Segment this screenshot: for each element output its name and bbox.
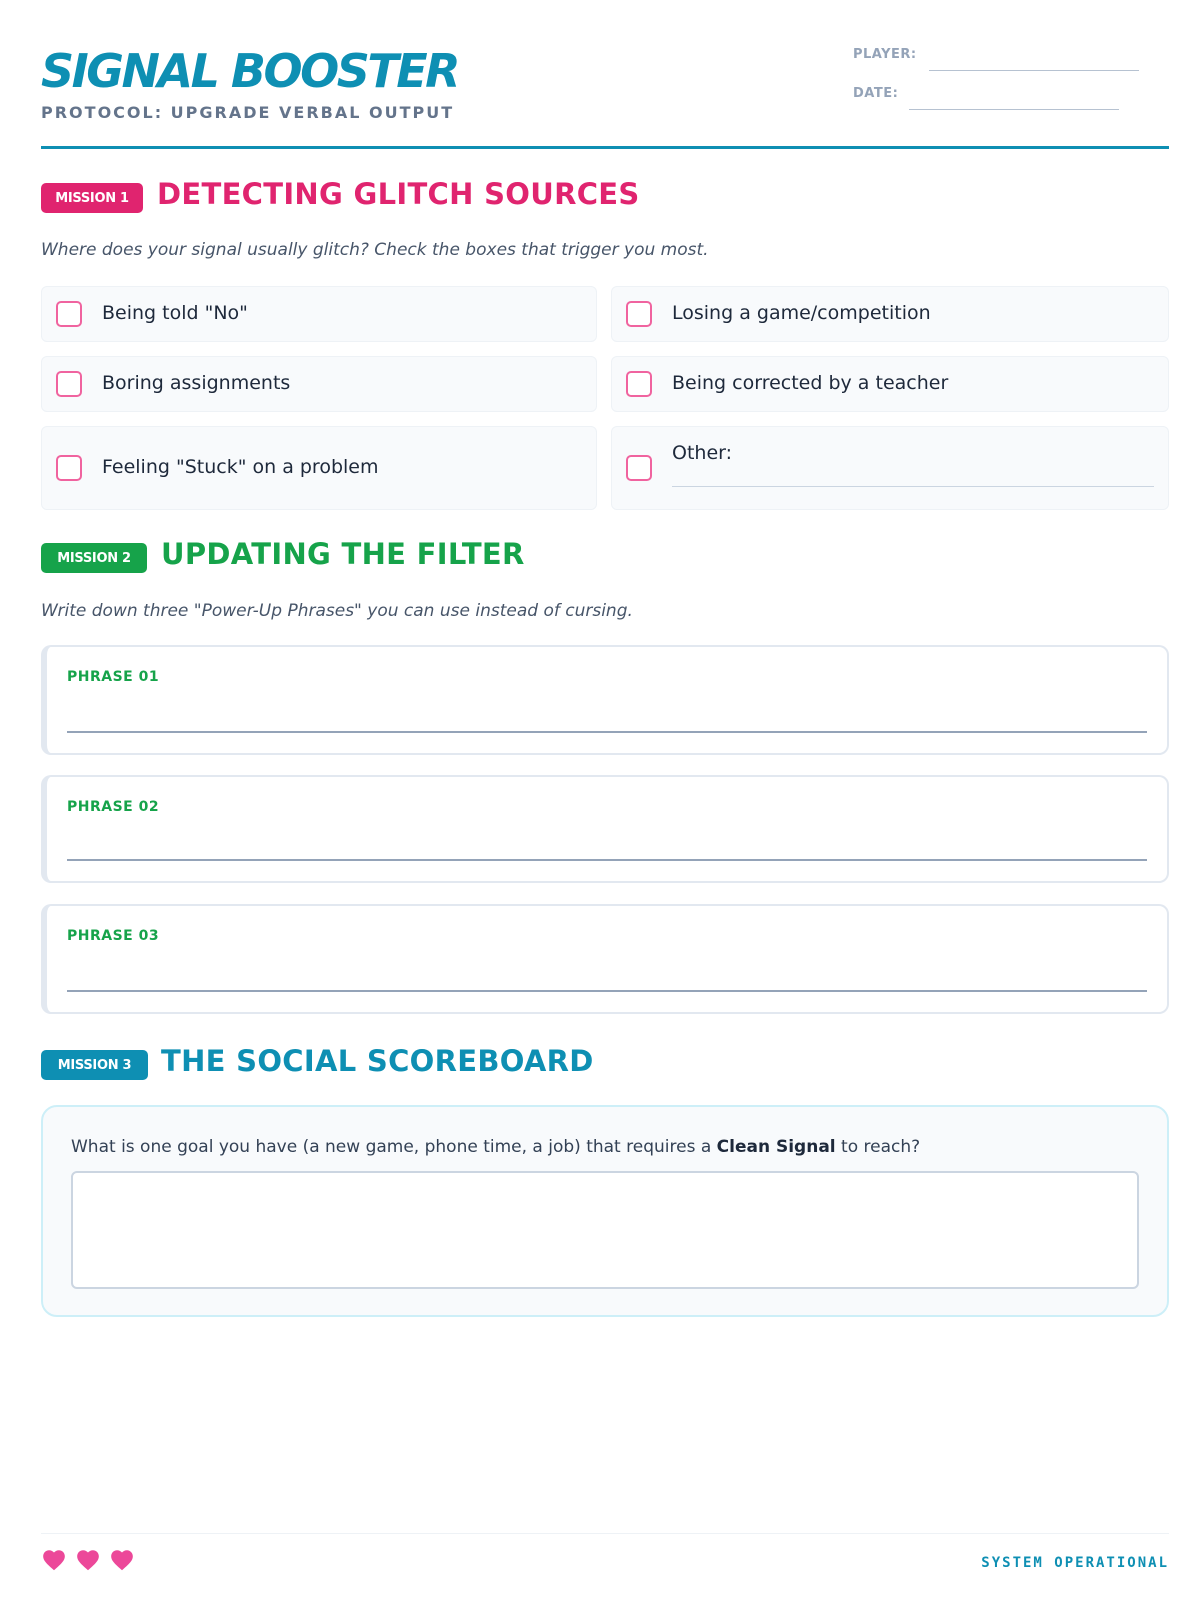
checklist-item[interactable] — [41, 356, 597, 412]
goal-answer-box[interactable] — [71, 1171, 1139, 1289]
scoreboard-card — [41, 1105, 1169, 1317]
status-text: SYSTEM OPERATIONAL — [981, 1555, 1169, 1571]
checklist-label: Boring assignments — [102, 372, 291, 394]
checklist-label: Being told "No" — [102, 302, 248, 324]
checklist-label: Losing a game/competition — [672, 302, 931, 324]
mission1-instruction: Where does your signal usually glitch? Check the boxes that trigger you most. — [41, 240, 709, 260]
phrase-field[interactable] — [67, 859, 1147, 861]
checkbox[interactable] — [56, 455, 82, 481]
checklist-label: Being corrected by a teacher — [672, 372, 949, 394]
mission2-instruction: Write down three "Power-Up Phrases" you can use instead of cursing. — [41, 601, 633, 621]
phrase-field[interactable] — [67, 731, 1147, 733]
checkbox[interactable] — [56, 371, 82, 397]
mission3-badge: MISSION 3 — [41, 1050, 148, 1080]
checkbox[interactable] — [626, 455, 652, 481]
phrase-card[interactable] — [41, 775, 1169, 883]
heart-icon — [41, 1547, 67, 1573]
page-subtitle: PROTOCOL: UPGRADE VERBAL OUTPUT — [41, 103, 455, 122]
footer-divider — [41, 1533, 1169, 1534]
phrase-label: PHRASE 01 — [67, 669, 160, 685]
checkbox[interactable] — [626, 301, 652, 327]
checklist-item[interactable] — [611, 286, 1169, 342]
goal-question: What is one goal you have (a new game, phone time, a job) that requires a Clean Signal to reach? — [71, 1137, 921, 1157]
date-label: DATE: — [853, 86, 899, 101]
checklist-item-other[interactable] — [611, 426, 1169, 510]
checkbox[interactable] — [626, 371, 652, 397]
player-label: PLAYER: — [853, 47, 917, 62]
phrase-card[interactable] — [41, 645, 1169, 755]
mission1-badge: MISSION 1 — [41, 183, 143, 213]
page-title: SIGNAL BOOSTER — [41, 44, 459, 98]
checklist-item[interactable] — [41, 286, 597, 342]
player-field[interactable] — [929, 70, 1139, 71]
checklist-label: Feeling "Stuck" on a problem — [102, 456, 379, 478]
checkbox[interactable] — [56, 301, 82, 327]
phrase-field[interactable] — [67, 990, 1147, 992]
date-field[interactable] — [909, 109, 1119, 110]
header-divider — [41, 146, 1169, 149]
other-field[interactable] — [672, 486, 1154, 487]
checklist-item[interactable] — [41, 426, 597, 510]
checklist-label: Other: — [672, 442, 733, 464]
phrase-label: PHRASE 03 — [67, 928, 160, 944]
lives-hearts — [41, 1547, 135, 1573]
phrase-label: PHRASE 02 — [67, 799, 160, 815]
heart-icon — [75, 1547, 101, 1573]
mission3-title: THE SOCIAL SCOREBOARD — [161, 1044, 594, 1078]
heart-icon — [109, 1547, 135, 1573]
checklist-item[interactable] — [611, 356, 1169, 412]
worksheet-page — [41, 0, 1169, 1600]
mission1-title: DETECTING GLITCH SOURCES — [157, 177, 640, 211]
mission2-title: UPDATING THE FILTER — [161, 537, 525, 571]
mission2-badge: MISSION 2 — [41, 543, 147, 573]
phrase-card[interactable] — [41, 904, 1169, 1014]
